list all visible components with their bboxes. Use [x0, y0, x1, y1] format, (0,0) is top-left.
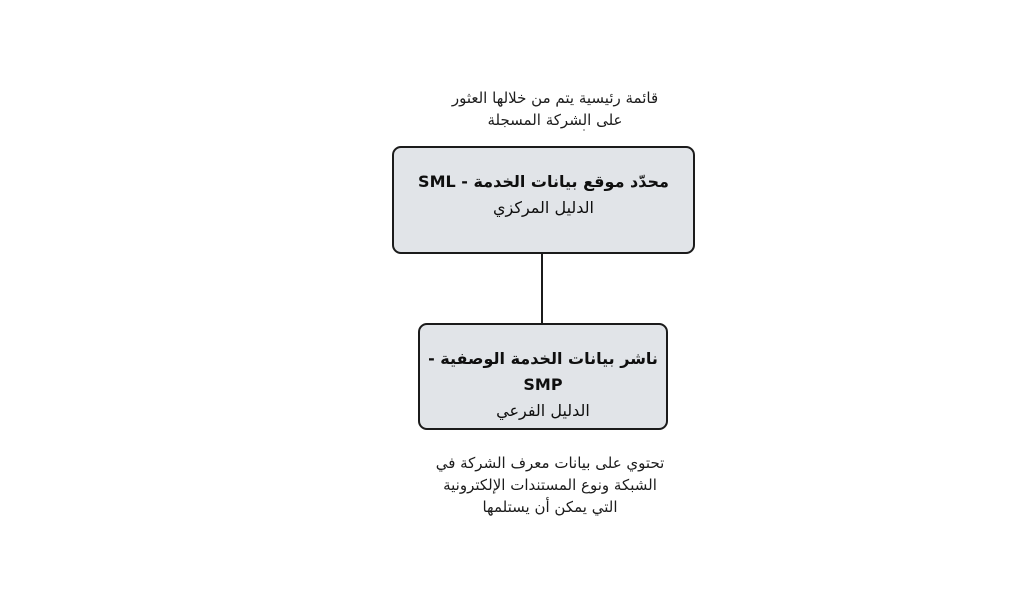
smp-node-subtitle: الدليل الفرعي — [496, 401, 590, 420]
sml-smp-connector-line — [541, 254, 543, 323]
smp-box-caption — [400, 452, 700, 518]
sml-node-subtitle: الدليل المركزي — [493, 198, 594, 217]
sml-box-caption — [405, 87, 705, 131]
sml-node-title: محدّد موقع بيانات الخدمة - SML — [418, 172, 669, 191]
sml-caption-line2: على الشركة المسجلة — [487, 111, 623, 129]
smp-caption-line1: تحتوي على بيانات معرف الشركة في — [435, 454, 665, 472]
stray-dot-mark — [583, 129, 585, 131]
smp-caption-line2: الشبكة ونوع المستندات الإلكترونية — [443, 476, 657, 494]
sml-node-box — [392, 146, 695, 254]
smp-node-title: ناشر بيانات الخدمة الوصفية - SMP — [428, 349, 658, 394]
sml-caption-line1: قائمة رئيسية يتم من خلالها العثور — [451, 89, 659, 107]
smp-caption-line3: التي يمكن أن يستلمها — [482, 498, 618, 516]
smp-node-box — [418, 323, 668, 430]
